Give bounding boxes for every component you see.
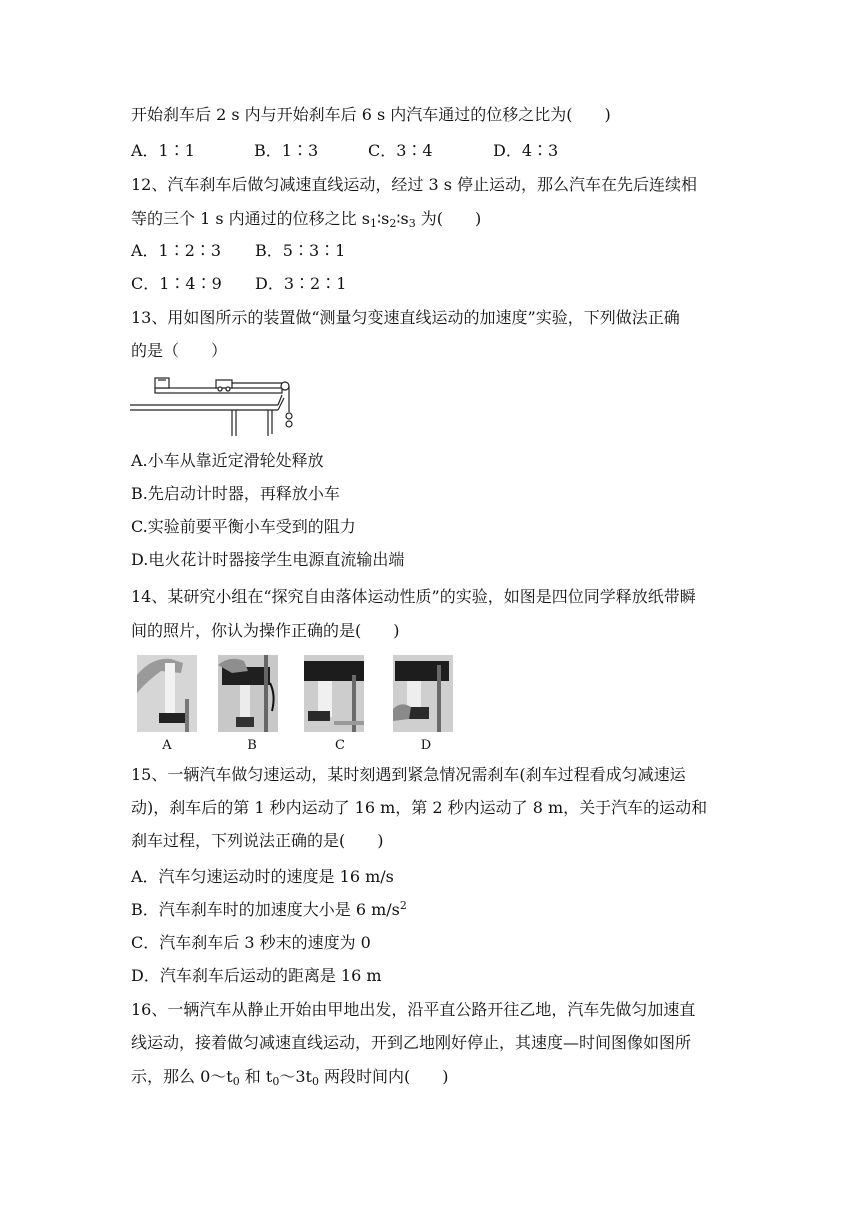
q16-sub: 0	[311, 1075, 319, 1088]
q15-option-b[interactable]	[131, 899, 407, 921]
q12-option-c[interactable]: C．1∶4∶9	[131, 274, 222, 293]
q16-stem-line-2: 线运动，接着做匀减速直线运动，开到乙地刚好停止，其速度—时间图像如图所	[131, 1033, 692, 1052]
q13-option-a[interactable]: A.小车从靠近定滑轮处释放	[131, 451, 324, 470]
q15-option-c[interactable]: C．汽车刹车后 3 秒末的速度为 0	[131, 933, 371, 952]
photo-label-d: D	[420, 738, 432, 753]
q15-option-b-text: B．汽车刹车时的加速度大小是 6 m/s	[131, 900, 400, 919]
q15-stem-line-2: 动)，刹车后的第 1 秒内运动了 16 m，第 2 秒内运动了 8 m，关于汽车的运动和	[131, 798, 708, 817]
q13-option-c[interactable]: C.实验前要平衡小车受到的阻力	[131, 517, 356, 536]
q14-stem-line-1: 14、某研究小组在“探究自由落体运动性质”的实验，如图是四位同学释放纸带瞬	[131, 587, 696, 606]
q12-option-d[interactable]: D．3∶2∶1	[255, 274, 347, 293]
q12-text: ∶s	[396, 209, 409, 228]
q16-text: 两段时间内( )	[318, 1067, 449, 1086]
photo-b[interactable]	[218, 655, 278, 732]
q16-text: 示，那么 0～t	[131, 1067, 233, 1086]
q12-sub: 3	[408, 217, 416, 230]
q15-stem-line-3: 刹车过程，下列说法正确的是( )	[131, 831, 384, 850]
q12-options-row-2	[131, 273, 346, 295]
q11-stem-line: 开始刹车后 2 s 内与开始刹车后 6 s 内汽车通过的位移之比为( )	[131, 105, 611, 124]
q12-options-row-1	[131, 240, 345, 262]
q12-stem-line-1: 12、汽车刹车后做匀减速直线运动，经过 3 s 停止运动，那么汽车在先后连续相	[131, 175, 698, 194]
q13-option-b[interactable]: B.先启动计时器，再释放小车	[131, 484, 340, 503]
photo-c[interactable]	[304, 655, 364, 732]
q15-option-b-sup: 2	[399, 899, 407, 912]
q12-option-a[interactable]: A．1∶2∶3	[131, 241, 222, 260]
q11-options	[131, 140, 558, 162]
q11-option-a[interactable]: A．1∶1	[131, 141, 195, 160]
q14-stem-line-2: 间的照片，你认为操作正确的是( )	[131, 621, 400, 640]
q12-sub: 2	[389, 217, 397, 230]
q16-text: 和 t	[239, 1067, 273, 1086]
q12-stem-line-2	[131, 208, 481, 230]
q11-option-c[interactable]: C．3∶4	[368, 141, 433, 160]
q15-option-d[interactable]: D．汽车刹车后运动的距离是 16 m	[131, 966, 382, 985]
photo-label-a: A	[162, 738, 172, 753]
q12-text: 等的三个 1 s 内通过的位移之比 s	[131, 209, 370, 228]
q16-stem-line-3	[131, 1066, 449, 1088]
q13-stem-line-1: 13、用如图所示的装置做“测量匀变速直线运动的加速度”实验，下列做法正确	[131, 308, 680, 327]
q12-text: ∶s	[376, 209, 390, 228]
photo-label-c: C	[335, 738, 345, 753]
apparatus-figure	[128, 372, 298, 438]
q16-sub: 0	[232, 1075, 240, 1088]
q13-stem-line-2: 的是（ ）	[131, 341, 228, 360]
q12-text: 为( )	[415, 209, 482, 228]
q16-text: ～3t	[279, 1067, 312, 1086]
q12-sub: 1	[369, 217, 377, 230]
q16-stem-line-1: 16、一辆汽车从静止开始由甲地出发，沿平直公路开往乙地，汽车先做匀加速直	[131, 1000, 696, 1019]
q11-option-d[interactable]: D．4∶3	[493, 141, 559, 160]
q15-stem-line-1: 15、一辆汽车做匀速运动，某时刻遇到紧急情况需刹车(刹车过程看成匀减速运	[131, 765, 686, 784]
q16-sub: 0	[272, 1075, 280, 1088]
photo-d[interactable]	[393, 655, 453, 732]
q12-option-b[interactable]: B．5∶3∶1	[255, 241, 346, 260]
q15-option-a[interactable]: A．汽车匀速运动时的速度是 16 m/s	[131, 867, 394, 886]
photo-a[interactable]	[137, 655, 197, 732]
photo-label-b: B	[247, 738, 257, 753]
q11-option-b[interactable]: B．1∶3	[254, 141, 319, 160]
q13-option-d[interactable]: D.电火花计时器接学生电源直流输出端	[131, 550, 405, 569]
